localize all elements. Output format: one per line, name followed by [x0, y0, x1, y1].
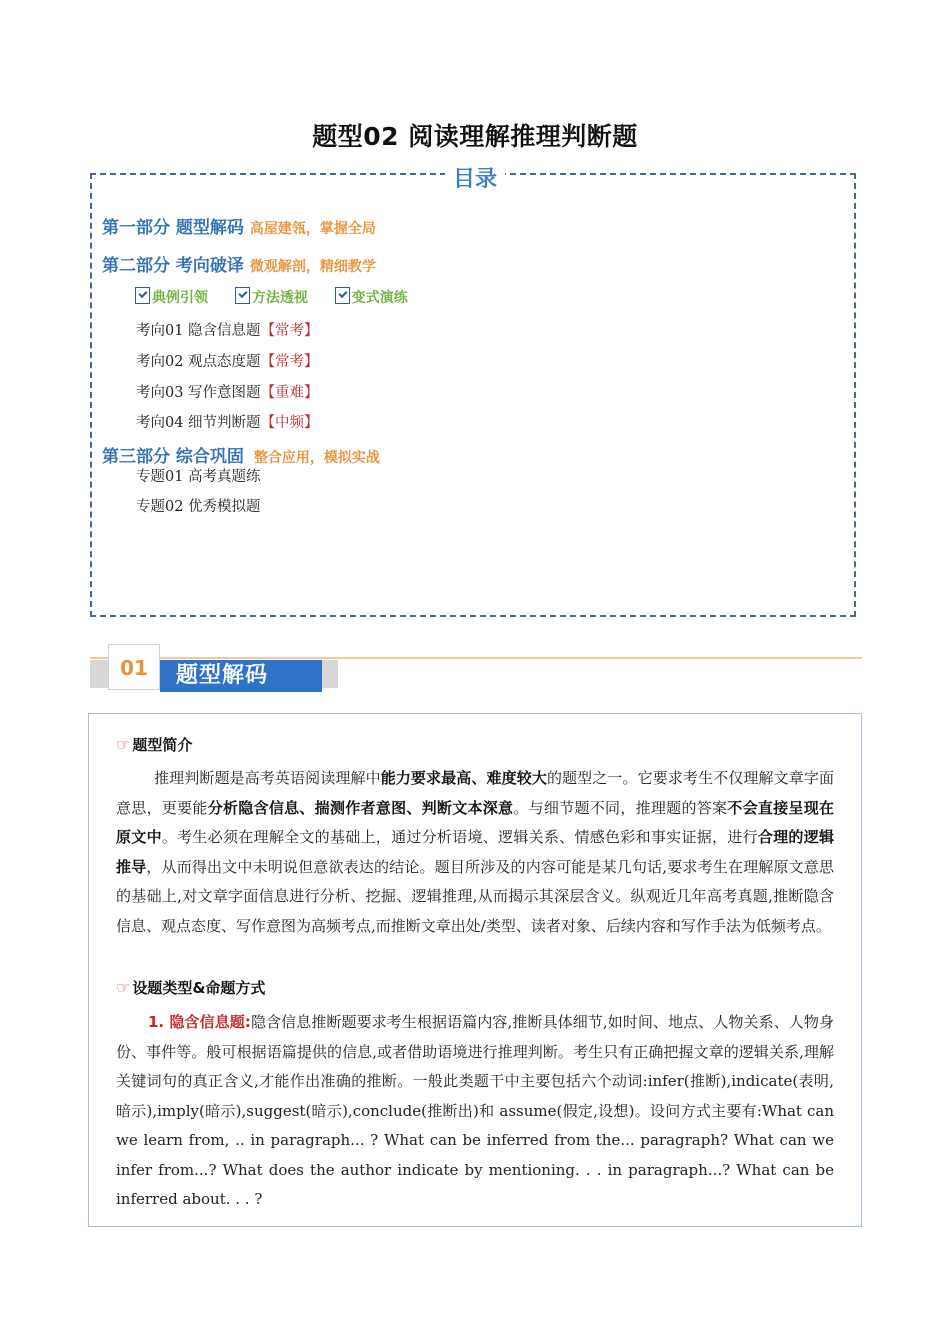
section-number: 01 — [108, 644, 160, 690]
type-label: 1. 隐含信息题: — [148, 1013, 251, 1031]
toc-part-1[interactable] — [102, 213, 376, 238]
checkbox-doc-icon — [135, 287, 150, 304]
toc-item[interactable]: 考向03 写作意图题【重难】 — [136, 385, 319, 401]
toc-title: 目录 — [0, 162, 950, 193]
document-title: 题型02 阅读理解推理判断题 — [312, 122, 638, 151]
toc-part-title: 第二部分 考向破译 — [102, 256, 244, 276]
types-heading: ☞ 设题类型&命题方式 — [116, 978, 266, 997]
toc-part-3[interactable] — [102, 442, 380, 467]
pointing-hand-icon: ☞ — [116, 735, 131, 754]
frequency-tag: 【常考】 — [260, 354, 319, 370]
frequency-tag: 【重难】 — [260, 385, 319, 401]
section-label: 题型解码 — [160, 660, 322, 692]
types-paragraph: 1. 隐含信息题:隐含信息推断题要求考生根据语篇内容,推断具体细节,如时间、地点、人物关系、人物身份、事件等。般可根据语篇提供的信息,或者借助语境进行推理判断。考生只有正确把握文章的逻辑关系,理解关键词句的真正含义,才能作出准确的推断。一般此类题干中主要包括六个动词:infer(推断),indicate(表明,暗示),imply(暗示),suggest(暗示),conclude(推断出)和 assume(假定,设想)。设问方式主要有:What can we learn from, .. in paragraph... ? What can be inferred from the... paragraph? What can we infer from...? What does the author indicate by mentioning. . . in paragraph...? What can be inferred about. . . ? — [116, 1013, 834, 1208]
pointing-hand-icon: ☞ — [116, 978, 131, 997]
toc-icon-item[interactable]: 变式演练 — [335, 287, 408, 307]
toc-part-subtitle: 高屋建瓴，掌握全局 — [249, 221, 376, 237]
toc-item[interactable]: 考向04 细节判断题【中频】 — [136, 415, 319, 431]
toc-icon-item[interactable]: 方法透视 — [235, 287, 308, 307]
toc-item[interactable]: 考向02 观点态度题【常考】 — [136, 354, 319, 370]
checkbox-doc-icon — [235, 287, 250, 304]
checkbox-doc-icon — [335, 287, 350, 304]
intro-paragraph: 推理判断题是高考英语阅读理解中能力要求最高、难度较大的题型之一。它要求考生不仅理解文章字面意思，更要能分析隐含信息、揣测作者意图、判断文本深意。与细节题不同，推理题的答案不会直接呈现在原文中。考生必须在理解全文的基础上，通过分析语境、逻辑关系、情感色彩和事实证据，进行合理的逻辑推导，从而得出文中未明说但意欲表达的结论。题目所涉及的内容可能是某几句话,要求考生在理解原文意思的基础上,对文章字面信息进行分析、挖掘、逻辑推理,从而揭示其深层含义。纵观近几年高考真题,推断隐含信息、观点态度、写作意图为高频考点,而推断文章出处/类型、读者对象、后续内容和写作手法为低频考点。 — [116, 769, 834, 935]
toc-topic[interactable]: 专题01 高考真题练 — [136, 469, 261, 485]
toc-icon-row — [135, 287, 430, 307]
section-divider — [90, 657, 862, 659]
intro-heading: ☞ 题型简介 — [116, 735, 193, 754]
toc-part-subtitle: 整合应用，模拟实战 — [253, 450, 380, 466]
toc-part-2[interactable] — [102, 251, 376, 276]
toc-icon-item[interactable]: 典例引领 — [135, 287, 208, 307]
toc-part-title: 第三部分 综合巩固 — [102, 447, 244, 467]
toc-part-subtitle: 微观解剖，精细教学 — [249, 259, 376, 275]
toc-topic[interactable]: 专题02 优秀模拟题 — [136, 499, 261, 515]
toc-part-title: 第一部分 题型解码 — [102, 218, 244, 238]
toc-item[interactable]: 考向01 隐含信息题【常考】 — [136, 323, 319, 339]
frequency-tag: 【中频】 — [260, 415, 319, 431]
frequency-tag: 【常考】 — [260, 323, 319, 339]
